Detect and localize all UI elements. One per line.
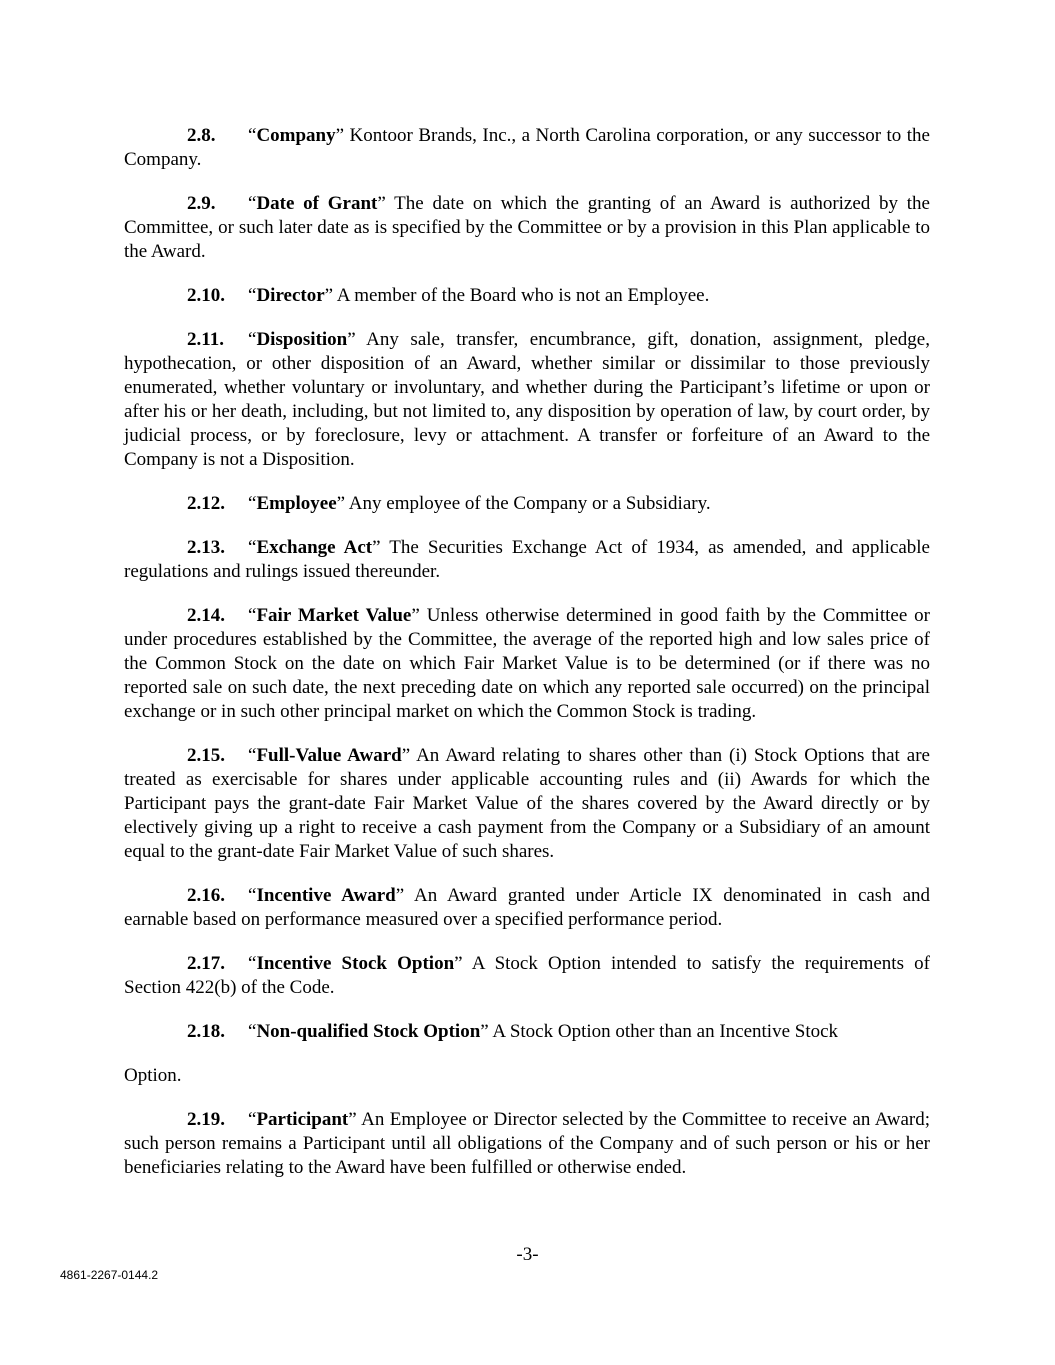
close-quote: ” <box>335 125 345 146</box>
close-quote: ” <box>411 605 420 626</box>
close-quote: ” <box>336 493 346 514</box>
defined-term: Director <box>256 285 325 306</box>
defined-term: Exchange Act <box>256 537 373 558</box>
open-quote: “ <box>248 537 257 558</box>
definition-continuation: Option. <box>124 1065 182 1086</box>
definition-disposition <box>124 328 930 472</box>
defined-term: Date of Grant <box>256 193 378 214</box>
definition-text: A Stock Option other than an Incentive Stock <box>488 1021 839 1042</box>
definition-director <box>124 284 930 308</box>
definition-text: Any employee of the Company or a Subsidiary. <box>345 493 711 514</box>
defined-term: Company <box>256 125 336 146</box>
close-quote: ” <box>348 1109 357 1130</box>
defined-term: Disposition <box>256 329 348 350</box>
definition-text: The Securities Exchange Act of 1934, as amended, and applicable regulations and rulings issued thereunder. <box>124 537 930 582</box>
open-quote: “ <box>248 605 257 626</box>
section-number: 2.11. <box>187 329 224 350</box>
definition-text: An Award relating to shares other than (i) Stock Options that are treated as exercisable for shares under applicable accounting rules and (ii) Awards for which the Participant pays the grant-date Fair Market Value of the shares covered by the Award directly or by electively giving up a right to receive a cash payment from the Company or a Subsidiary of an amount equal to the grant-date Fair Market Value of such shares. <box>124 745 930 862</box>
section-number: 2.14. <box>187 605 225 626</box>
defined-term: Incentive Stock Option <box>256 953 455 974</box>
defined-term: Participant <box>256 1109 349 1130</box>
section-number: 2.13. <box>187 537 225 558</box>
definition-text: An Employee or Director selected by the Committee to receive an Award; such person remains a Participant until all obligations of the Company and of such person or his or her beneficiaries relating to the Award have been fulfilled or otherwise ended. <box>124 1109 930 1178</box>
defined-term: Incentive Award <box>256 885 396 906</box>
definition-full-value-award <box>124 744 930 864</box>
close-quote: ” <box>480 1021 489 1042</box>
defined-term: Employee <box>256 493 337 514</box>
definition-text: Unless otherwise determined in good faith by the Committee or under procedures established by the Committee, the average of the reported high and low sales price of the Common Stock on the date on which Fair Market Value is to be determined (or if there was no reported sale on such date, the next preceding date on which any reported sale occurred) on the principal exchange or in such other principal market on which the Common Stock is trading. <box>124 605 930 722</box>
section-number: 2.9. <box>187 193 216 214</box>
definition-text: Kontoor Brands, Inc., a North Carolina corporation, or any successor to the Company. <box>124 125 930 170</box>
close-quote: ” <box>454 953 463 974</box>
section-number: 2.18. <box>187 1021 225 1042</box>
close-quote: ” <box>395 885 405 906</box>
section-number: 2.15. <box>187 745 225 766</box>
close-quote: ” <box>372 537 381 558</box>
definition-text: The date on which the granting of an Award is authorized by the Committee, or such later date as is specified by the Committee or by a provision in this Plan applicable to the Award. <box>124 193 930 262</box>
open-quote: “ <box>248 329 257 350</box>
section-number: 2.10. <box>187 285 225 306</box>
section-number: 2.17. <box>187 953 225 974</box>
close-quote: ” <box>324 285 334 306</box>
definition-fair-market-value <box>124 604 930 724</box>
close-quote: ” <box>401 745 411 766</box>
definition-date-of-grant <box>124 192 930 264</box>
definition-exchange-act <box>124 536 930 584</box>
defined-term: Full-Value Award <box>256 745 402 766</box>
defined-term: Fair Market Value <box>256 605 412 626</box>
page-number: -3- <box>516 1244 539 1265</box>
document-body <box>124 124 930 1200</box>
close-quote: ” <box>377 193 386 214</box>
section-number: 2.19. <box>187 1109 225 1130</box>
definition-text: Any sale, transfer, encumbrance, gift, donation, assignment, pledge, hypothecation, or other disposition of an Award, whether similar or dissimilar to those previously enumerated, whether voluntary or involuntary, and whether during the Participant’s lifetime or upon or after his or her death, including, but not limited to, any disposition by operation of law, by court order, by judicial process, or by foreclosure, levy or attachment. A transfer or forfeiture of an Award to the Company is not a Disposition. <box>124 329 930 470</box>
open-quote: “ <box>248 745 257 766</box>
open-quote: “ <box>248 953 257 974</box>
definition-incentive-award <box>124 884 930 932</box>
document-id: 4861-2267-0144.2 <box>60 1268 159 1282</box>
definition-incentive-stock-option <box>124 952 930 1000</box>
definition-text: An Award granted under Article IX denominated in cash and earnable based on performance measured over a specified performance period. <box>124 885 930 930</box>
definition-employee <box>124 492 930 516</box>
definition-text: A member of the Board who is not an Employee. <box>333 285 710 306</box>
open-quote: “ <box>248 285 257 306</box>
open-quote: “ <box>248 885 257 906</box>
section-number: 2.12. <box>187 493 225 514</box>
defined-term: Non-qualified Stock Option <box>256 1021 481 1042</box>
definition-text: A Stock Option intended to satisfy the requirements of Section 422(b) of the Code. <box>124 953 930 998</box>
section-number: 2.16. <box>187 885 225 906</box>
open-quote: “ <box>248 125 257 146</box>
open-quote: “ <box>248 1109 257 1130</box>
open-quote: “ <box>248 1021 257 1042</box>
open-quote: “ <box>248 493 257 514</box>
section-number: 2.8. <box>187 125 216 146</box>
definition-non-qualified-stock-option <box>124 1020 930 1044</box>
close-quote: ” <box>347 329 356 350</box>
definition-company <box>124 124 930 172</box>
definition-participant <box>124 1108 930 1180</box>
open-quote: “ <box>248 193 257 214</box>
